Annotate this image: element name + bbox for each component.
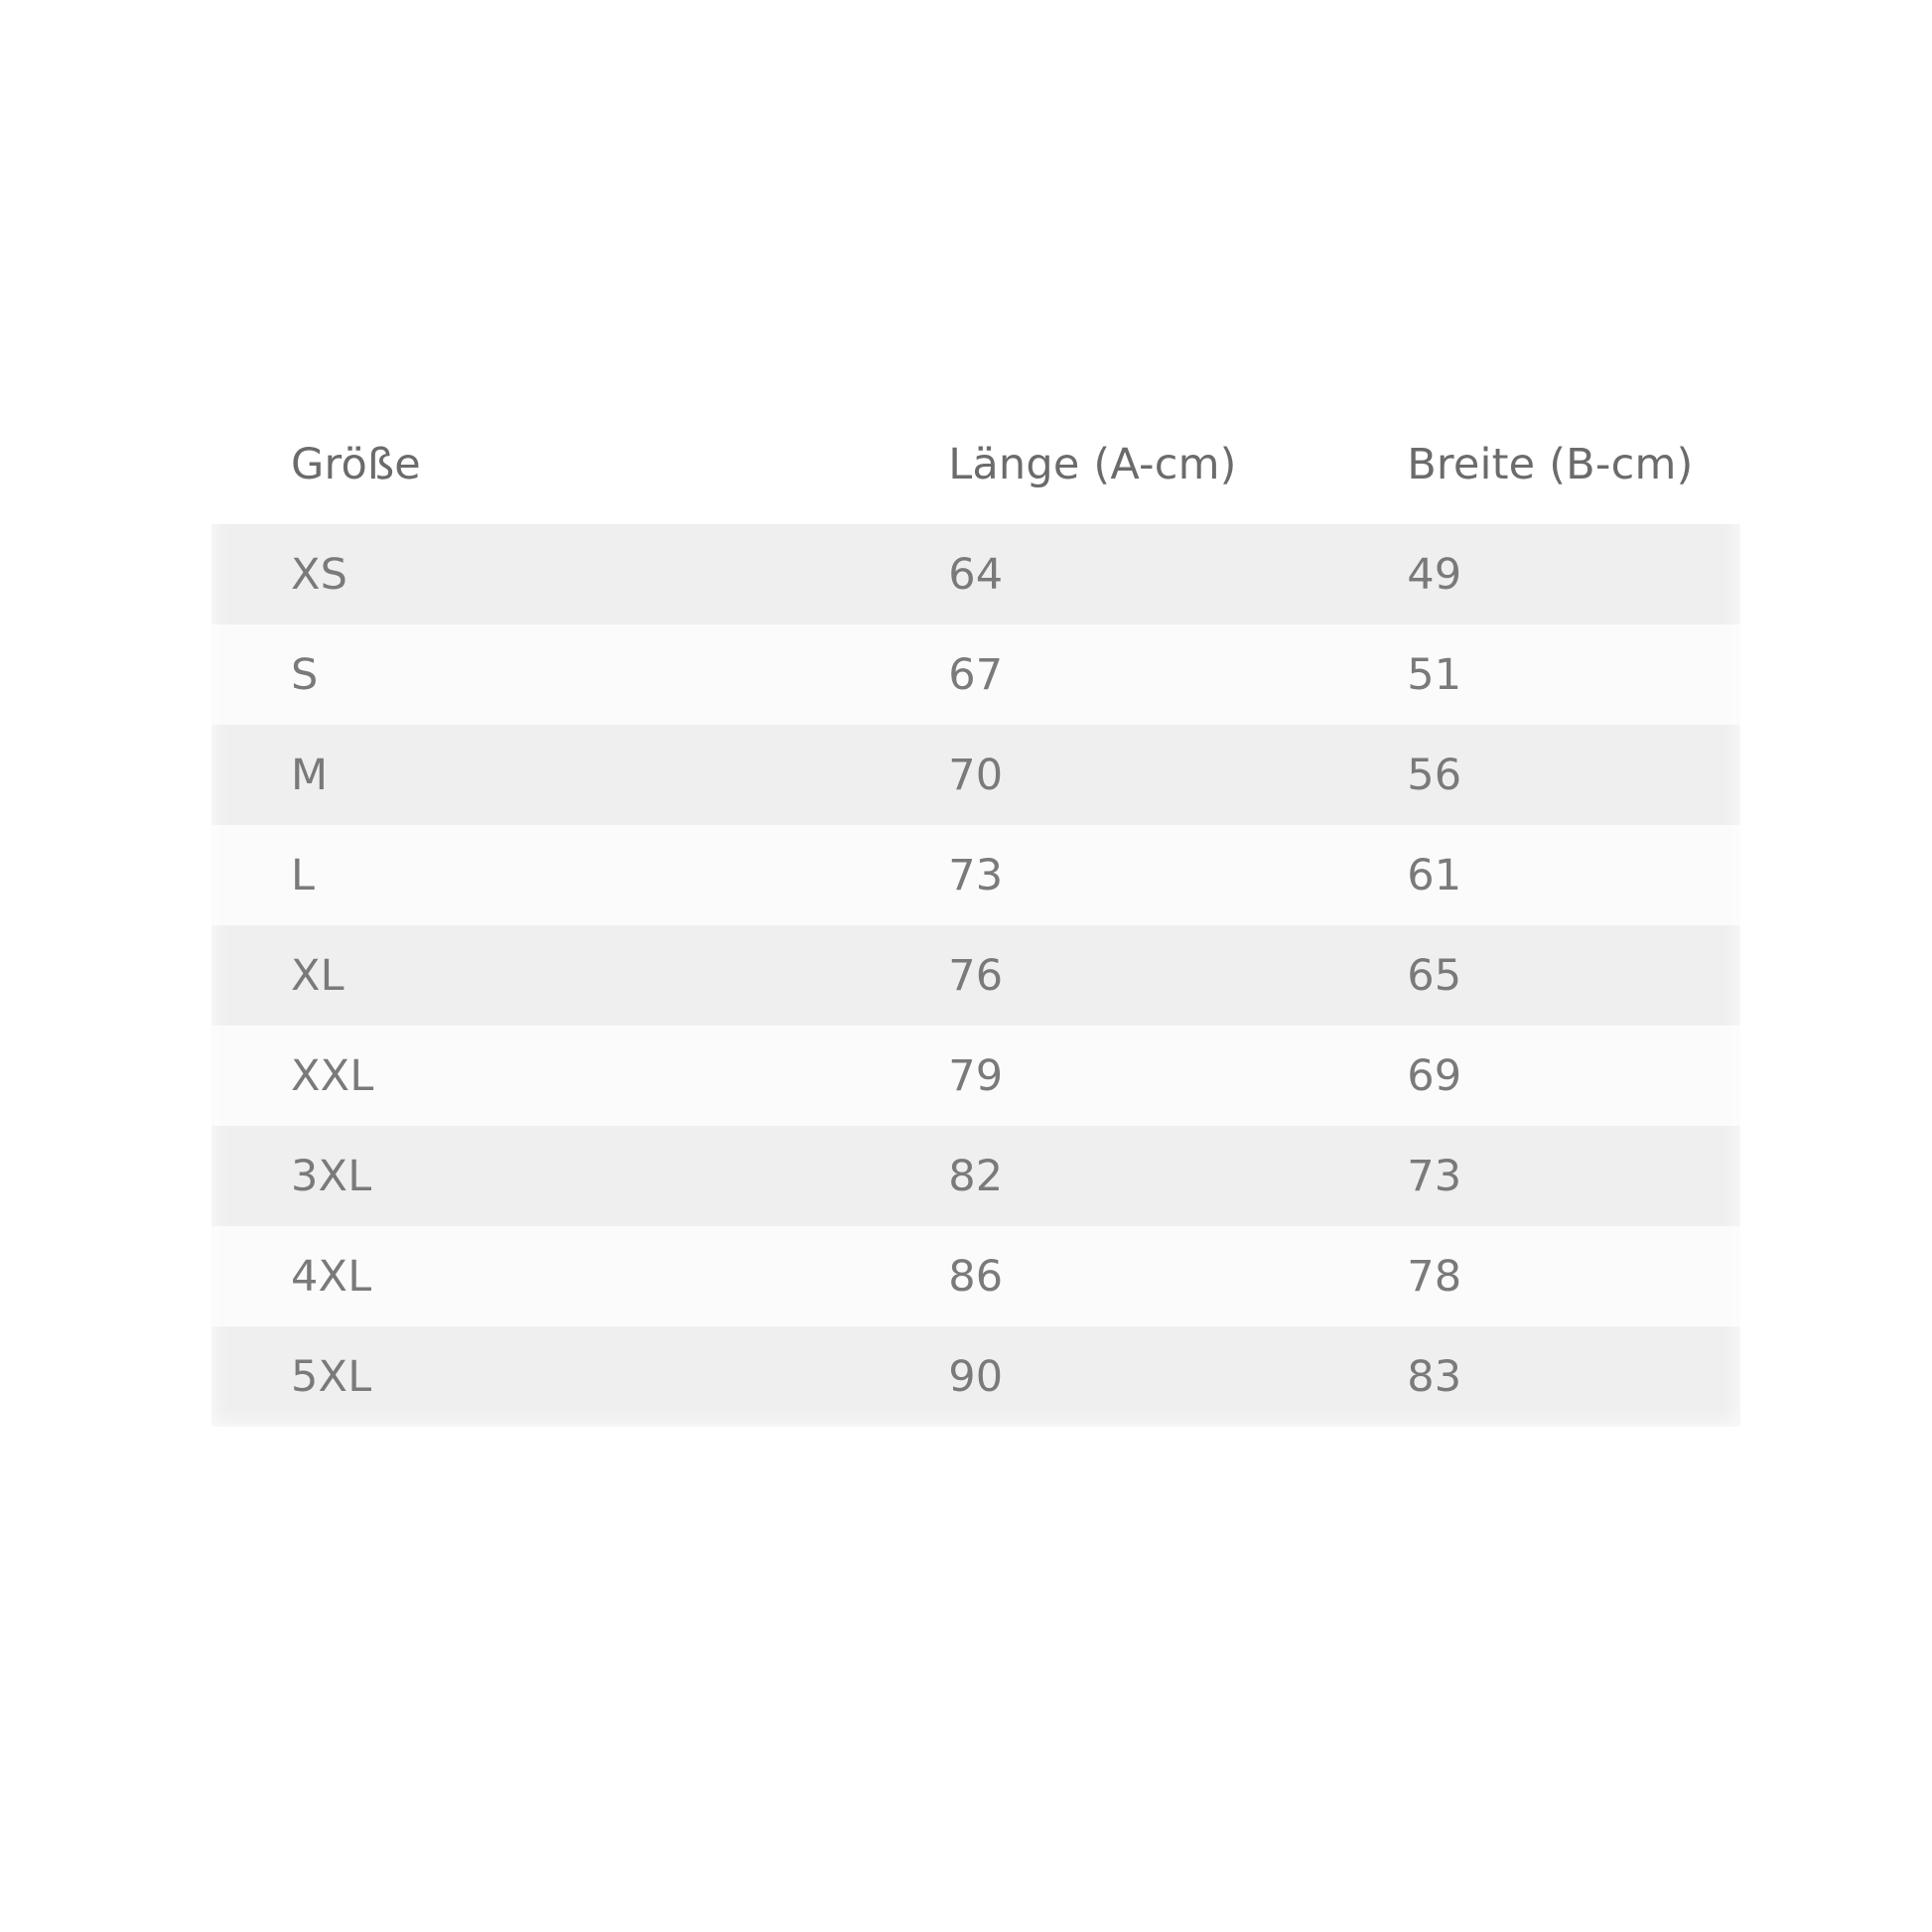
table-header [211, 405, 1740, 524]
cell-width: 61 [1327, 825, 1740, 925]
cell-width: 78 [1327, 1226, 1740, 1326]
cell-size: XL [211, 925, 869, 1026]
cell-length: 86 [869, 1226, 1327, 1326]
table-row [211, 524, 1740, 624]
cell-size: S [211, 624, 869, 725]
table-row [211, 925, 1740, 1026]
cell-width: 73 [1327, 1126, 1740, 1226]
cell-width: 69 [1327, 1026, 1740, 1126]
cell-width: 51 [1327, 624, 1740, 725]
cell-size: XXL [211, 1026, 869, 1126]
table-row [211, 725, 1740, 825]
table-body [211, 524, 1740, 1427]
cell-length: 76 [869, 925, 1327, 1026]
size-table [211, 405, 1740, 1427]
cell-length: 67 [869, 624, 1327, 725]
table-header-row [211, 405, 1740, 524]
table-row [211, 1326, 1740, 1427]
column-header-width: Breite (B-cm) [1327, 405, 1740, 524]
table-row [211, 1026, 1740, 1126]
table-row [211, 624, 1740, 725]
cell-length: 90 [869, 1326, 1327, 1427]
cell-size: 5XL [211, 1326, 869, 1427]
cell-size: 3XL [211, 1126, 869, 1226]
size-table-container [211, 405, 1740, 1427]
cell-length: 64 [869, 524, 1327, 624]
table-row [211, 825, 1740, 925]
cell-size: L [211, 825, 869, 925]
cell-width: 56 [1327, 725, 1740, 825]
table-row [211, 1226, 1740, 1326]
cell-size: XS [211, 524, 869, 624]
cell-width: 49 [1327, 524, 1740, 624]
column-header-size: Größe [211, 405, 869, 524]
cell-length: 79 [869, 1026, 1327, 1126]
cell-size: M [211, 725, 869, 825]
cell-width: 65 [1327, 925, 1740, 1026]
column-header-length: Länge (A-cm) [869, 405, 1327, 524]
cell-width: 83 [1327, 1326, 1740, 1427]
cell-length: 70 [869, 725, 1327, 825]
cell-length: 73 [869, 825, 1327, 925]
cell-length: 82 [869, 1126, 1327, 1226]
table-row [211, 1126, 1740, 1226]
cell-size: 4XL [211, 1226, 869, 1326]
